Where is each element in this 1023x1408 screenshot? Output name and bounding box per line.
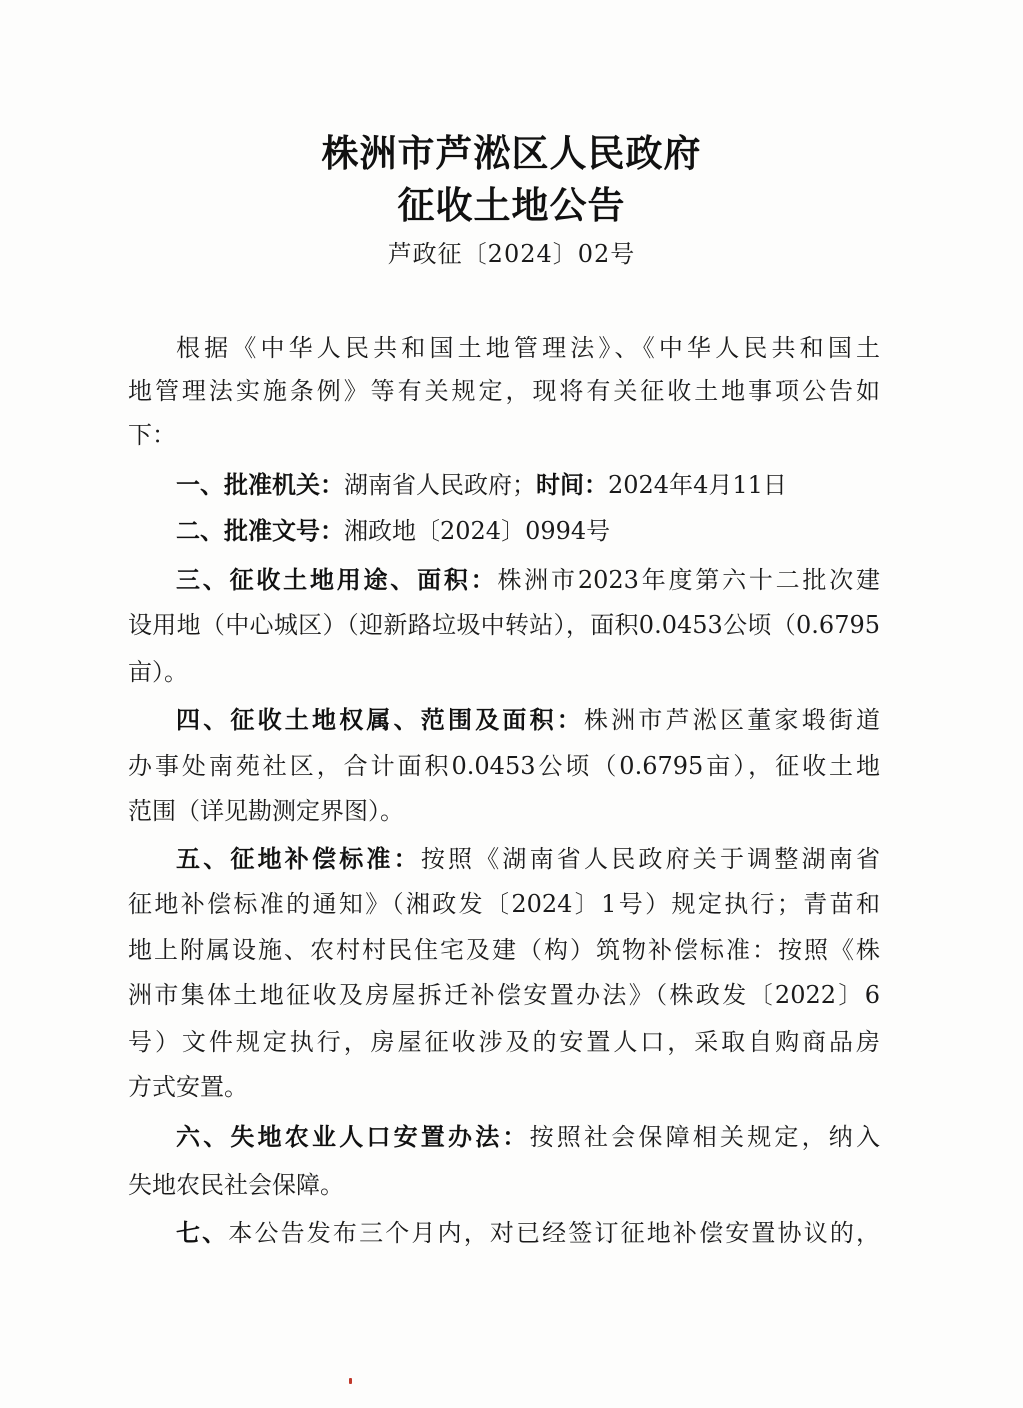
item-compensation-line-4: 洲市集体土地征收及房屋拆迁补偿安置办法》（株政发〔2022〕6 bbox=[128, 981, 880, 1009]
item-approval-number bbox=[176, 516, 880, 546]
item-land-use-line-3: 亩）。 bbox=[128, 658, 188, 686]
item1-label-a: 一、批准机关： bbox=[176, 470, 344, 499]
item7-label: 七、 bbox=[176, 1218, 229, 1247]
item-land-use-line-2: 设用地（中心城区）（迎新路垃圾中转站），面积0.0453公顷（0.6795 bbox=[128, 611, 880, 639]
item6-text-1: 按照社会保障相关规定，纳入 bbox=[529, 1123, 881, 1151]
item2-text: 湘政地〔2024〕0994号 bbox=[344, 517, 611, 545]
item1-text-a: 湖南省人民政府； bbox=[344, 471, 536, 499]
item-land-use-line-1 bbox=[176, 565, 880, 595]
item-compensation-line-6: 方式安置。 bbox=[128, 1073, 248, 1101]
intro-line-3: 下： bbox=[128, 421, 176, 449]
item-approval-authority bbox=[176, 470, 880, 500]
item4-text-1: 株洲市芦淞区董家塅街道 bbox=[584, 706, 880, 734]
item-resettlement-line-2: 失地农民社会保障。 bbox=[128, 1171, 344, 1199]
intro-line-1: 根据《中华人民共和国土地管理法》、《中华人民共和国土 bbox=[176, 334, 880, 362]
item2-label: 二、批准文号： bbox=[176, 516, 344, 545]
item3-label: 三、征收土地用途、面积： bbox=[176, 565, 498, 594]
title-line-2: 征收土地公告 bbox=[397, 183, 626, 227]
item-notice-period-line-1 bbox=[176, 1218, 880, 1248]
item-compensation-line-3: 地上附属设施、农村村民住宅及建（构）筑物补偿标准：按照《株 bbox=[128, 936, 880, 964]
item-compensation-line-5: 号）文件规定执行，房屋征收涉及的安置人口，采取自购商品房 bbox=[128, 1028, 880, 1056]
item-resettlement-line-1 bbox=[176, 1122, 880, 1152]
scan-mark bbox=[349, 1378, 352, 1384]
item4-label: 四、征收土地权属、范围及面积： bbox=[176, 705, 584, 734]
item-land-ownership-line-2: 办事处南苑社区，合计面积0.0453公顷（0.6795亩），征收土地 bbox=[128, 752, 880, 780]
item1-text-b: 2024年4月11日 bbox=[608, 471, 787, 499]
item7-text-1: 本公告发布三个月内，对已经签订征地补偿安置协议的， bbox=[228, 1219, 881, 1247]
item3-text-1: 株洲市2023年度第六十二批次建 bbox=[497, 566, 881, 594]
item-compensation-line-2: 征地补偿标准的通知》（湘政发〔2024〕1号）规定执行；青苗和 bbox=[128, 890, 880, 918]
item5-label: 五、征地补偿标准： bbox=[176, 844, 421, 873]
title-line-1: 株洲市芦淞区人民政府 bbox=[321, 131, 702, 175]
item-land-ownership-line-3: 范围（详见勘测定界图）。 bbox=[128, 797, 404, 825]
intro-line-2: 地管理法实施条例》等有关规定，现将有关征收土地事项公告如 bbox=[128, 377, 880, 405]
item5-text-1: 按照《湖南省人民政府关于调整湖南省 bbox=[420, 845, 881, 873]
item1-label-b: 时间： bbox=[536, 470, 608, 499]
item-compensation-line-1 bbox=[176, 844, 880, 874]
item6-label: 六、失地农业人口安置办法： bbox=[176, 1122, 530, 1151]
document-number: 芦政征〔2024〕02号 bbox=[387, 240, 636, 268]
item-land-ownership-line-1 bbox=[176, 705, 880, 735]
